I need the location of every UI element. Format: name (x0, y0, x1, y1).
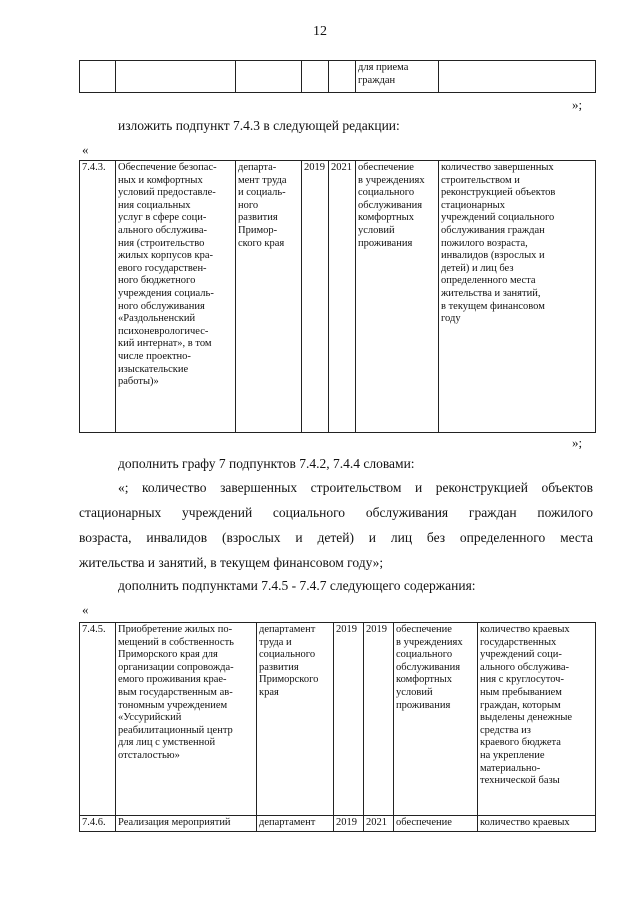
cell-executor: департа- мент труда и социаль- ного развития Примор- ского края (236, 161, 302, 433)
cell-num: 7.4.5. (80, 623, 116, 816)
cell-result: для приема граждан (356, 61, 439, 93)
cell-indicator (439, 61, 596, 93)
cell-executor (236, 61, 302, 93)
cell-indicator: количество завершенных строительством и реконструкцией объектов стационарных учреждений социального обслуживания граждан пожилого возраста, инвалидов (взрослых и детей) и лиц без определенного места жительства и занятий, в текущем финансовом году (439, 161, 596, 433)
table-row (80, 61, 596, 93)
paragraph: изложить подпункт 7.4.3 в следующей редакции: (118, 118, 400, 133)
cell-start: 2019 (334, 816, 364, 832)
cell-end: 2019 (364, 623, 394, 816)
paragraph-line: стационарных учреждений социального обслуживания граждан пожилого (79, 505, 593, 520)
cell-start: 2019 (302, 161, 329, 433)
cell-indicator: количество краевых (478, 816, 596, 832)
table-7-4-3 (79, 160, 596, 433)
cell-num (80, 61, 116, 93)
cell-name: Реализация мероприятий (116, 816, 257, 832)
table-row (80, 816, 596, 832)
cell-start (302, 61, 329, 93)
table-continuation (79, 60, 596, 93)
cell-result: обеспечение в учреждениях социального обслуживания комфортных условий проживания (394, 623, 478, 816)
cell-name (116, 61, 236, 93)
cell-result: обеспечение в учреждениях социального обслуживания комфортных условий проживания (356, 161, 439, 433)
paragraph: дополнить подпунктами 7.4.5 - 7.4.7 следующего содержания: (118, 578, 476, 593)
cell-start: 2019 (334, 623, 364, 816)
cell-result: обеспечение (394, 816, 478, 832)
cell-end: 2021 (364, 816, 394, 832)
table-row (80, 623, 596, 816)
paragraph-line: возраста, инвалидов (взрослых и детей) и лиц без определенного места (79, 530, 593, 545)
cell-executor: департамент труда и социального развития Приморского края (257, 623, 334, 816)
cell-indicator: количество краевых государственных учреждений соци- ального обслужива- ния с круглосуточ- ным пребыванием граждан, которым выделены денежные средства из краевого бюджета на укрепление материально- технической базы (478, 623, 596, 816)
cell-name: Приобретение жилых по- мещений в собственность Приморского края для организации сопровожда- емого проживания крае- вым государственным ав- тономным учреждением «Уссурийский реабилитационный центр для лиц с умственной отсталостью» (116, 623, 257, 816)
paragraph-line: «; количество завершенных строительством и реконструкцией объектов (118, 480, 593, 495)
cell-end (329, 61, 356, 93)
table-row (80, 161, 596, 433)
cell-name: Обеспечение безопас- ных и комфортных условий предоставле- ния социальных услуг в сфере соци- ального обслужива- ния (строительство жилых корпусов кра- евого государствен- ного бюджетного учреждения социаль- ного обслуживания «Раздольненский психоневрологичес- кий интернат», в том числе проектно- изыскательские работы)» (116, 161, 236, 433)
page-number: 12 (313, 24, 327, 39)
paragraph: дополнить графу 7 подпунктов 7.4.2, 7.4.4 словами: (118, 456, 415, 471)
close-quote: »; (572, 435, 583, 450)
open-quote: « (82, 142, 89, 157)
open-quote: « (82, 602, 89, 617)
table-7-4-5 (79, 622, 596, 832)
close-quote: »; (572, 97, 583, 112)
cell-executor: департамент (257, 816, 334, 832)
cell-num: 7.4.3. (80, 161, 116, 433)
cell-end: 2021 (329, 161, 356, 433)
paragraph-line: жительства и занятий, в текущем финансовом году»; (79, 555, 384, 570)
cell-num: 7.4.6. (80, 816, 116, 832)
